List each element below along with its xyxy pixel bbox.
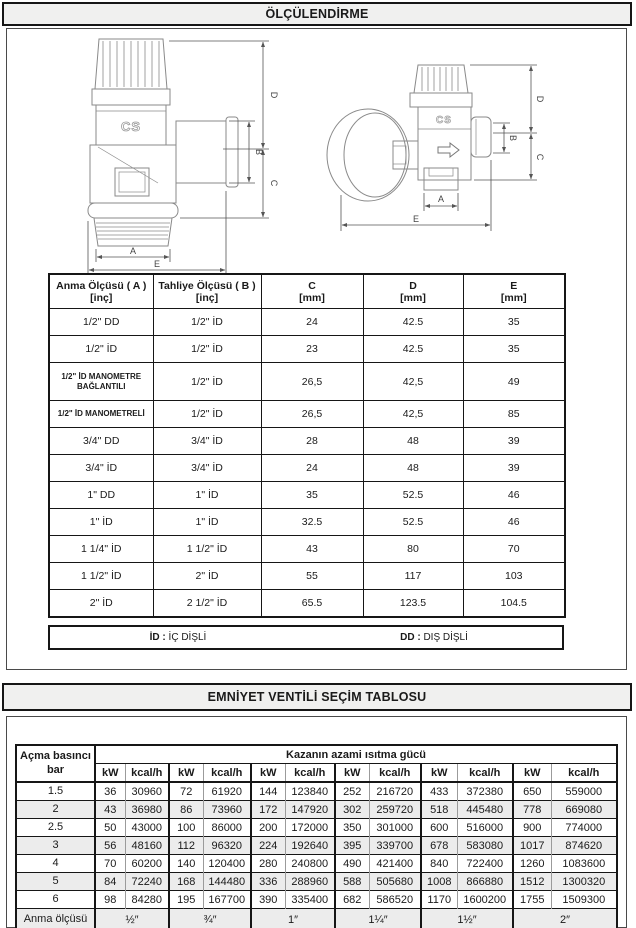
table-cell: 52.5 <box>363 482 463 509</box>
unit-header: kcal/h <box>369 764 421 783</box>
table-cell: 42,5 <box>363 401 463 428</box>
table-cell: 216720 <box>369 782 421 801</box>
table-cell: 65.5 <box>261 590 363 618</box>
table-cell: 280 <box>251 855 285 873</box>
table-cell: 1509300 <box>551 891 617 909</box>
unit-header: kcal/h <box>551 764 617 783</box>
selection-table <box>15 744 618 928</box>
table-cell: 70 <box>463 536 565 563</box>
table-cell: 372380 <box>457 782 513 801</box>
table-cell: 1/2" İD <box>153 336 261 363</box>
table-cell: 1170 <box>421 891 457 909</box>
nominal-size-cell: 1″ <box>251 909 335 928</box>
table-cell: 1" DD <box>49 482 153 509</box>
table-cell: 200 <box>251 819 285 837</box>
table-cell: 336 <box>251 873 285 891</box>
table-cell: 140 <box>169 855 203 873</box>
table-cell: 46 <box>463 482 565 509</box>
valve-drawing-side-view <box>63 33 313 278</box>
table-row <box>16 855 617 873</box>
table-cell: 49 <box>463 363 565 401</box>
legend-dd-key: DD : <box>400 632 421 643</box>
legend-dd-value: DIŞ DİŞLİ <box>423 632 468 643</box>
table-cell: 421400 <box>369 855 421 873</box>
table-cell: 168 <box>169 873 203 891</box>
table-cell: 1083600 <box>551 855 617 873</box>
unit-header: kW <box>251 764 285 783</box>
pressure-cell: 4 <box>16 855 95 873</box>
table-cell: 395 <box>335 837 369 855</box>
dim-label-d: D <box>535 95 545 103</box>
table-cell: 195 <box>169 891 203 909</box>
table-cell: 559000 <box>551 782 617 801</box>
table-cell: 42.5 <box>363 309 463 336</box>
table-cell: 24 <box>261 455 363 482</box>
table-cell: 778 <box>513 801 551 819</box>
nominal-size-cell: ¾″ <box>169 909 251 928</box>
table-cell: 84280 <box>125 891 169 909</box>
table-cell: 23 <box>261 336 363 363</box>
table-cell: 1512 <box>513 873 551 891</box>
table-row <box>49 363 565 401</box>
table-cell: 600 <box>421 819 457 837</box>
dim-label-b: B <box>508 134 518 142</box>
table-row <box>16 782 617 801</box>
table-cell: 86000 <box>203 819 251 837</box>
table-cell: 46 <box>463 509 565 536</box>
units-row <box>16 764 617 783</box>
unit-header: kW <box>513 764 551 783</box>
column-header: Tahliye Ölçüsü ( B ) [inç] <box>153 274 261 309</box>
table-row <box>16 837 617 855</box>
pressure-cell: 2 <box>16 801 95 819</box>
table-cell: 678 <box>421 837 457 855</box>
table-cell: 669080 <box>551 801 617 819</box>
table-cell: 96320 <box>203 837 251 855</box>
column-header: C [mm] <box>261 274 363 309</box>
table-cell: 35 <box>463 336 565 363</box>
dim-label-a: A <box>437 194 445 204</box>
legend-id-value: İÇ DİŞLİ <box>168 632 207 643</box>
table-cell: 840 <box>421 855 457 873</box>
table-cell: 48160 <box>125 837 169 855</box>
table-row <box>16 873 617 891</box>
dim-label-e: E <box>412 214 420 224</box>
table-cell: 172000 <box>285 819 335 837</box>
table-cell: 43 <box>261 536 363 563</box>
table-cell: 42.5 <box>363 336 463 363</box>
table-cell: 682 <box>335 891 369 909</box>
table-cell: 445480 <box>457 801 513 819</box>
nominal-size-cell: ½″ <box>95 909 169 928</box>
table-cell: 583080 <box>457 837 513 855</box>
table-cell: 86 <box>169 801 203 819</box>
table-cell: 98 <box>95 891 125 909</box>
legend-id <box>50 632 306 643</box>
table-cell: 874620 <box>551 837 617 855</box>
brand-logo: CS <box>120 119 142 134</box>
column-header: D [mm] <box>363 274 463 309</box>
legend-dd <box>306 632 562 643</box>
dim-label-a: A <box>129 246 137 256</box>
pressure-column-header: Açma basıncı bar <box>16 745 95 782</box>
table-cell: 35 <box>261 482 363 509</box>
table-cell: 588 <box>335 873 369 891</box>
nominal-size-row <box>16 909 617 928</box>
table-cell: 240800 <box>285 855 335 873</box>
nominal-size-cell: 1½″ <box>421 909 513 928</box>
table-cell: 433 <box>421 782 457 801</box>
table-cell: 117 <box>363 563 463 590</box>
table-cell: 26,5 <box>261 401 363 428</box>
unit-header: kcal/h <box>457 764 513 783</box>
table-cell: 1" İD <box>49 509 153 536</box>
table-row <box>49 509 565 536</box>
pressure-cell: 1.5 <box>16 782 95 801</box>
table-cell: 100 <box>169 819 203 837</box>
table-cell: 112 <box>169 837 203 855</box>
table-cell: 43 <box>95 801 125 819</box>
pressure-cell: 6 <box>16 891 95 909</box>
table-cell: 1300320 <box>551 873 617 891</box>
table-row <box>49 309 565 336</box>
table-cell: 26,5 <box>261 363 363 401</box>
group-header: Kazanın azami ısıtma gücü <box>95 745 617 764</box>
dim-label-e: E <box>153 259 161 269</box>
table-cell: 144 <box>251 782 285 801</box>
table-cell: 30960 <box>125 782 169 801</box>
dimension-table <box>48 273 566 618</box>
table-row <box>16 891 617 909</box>
flow-arrow-icon <box>438 143 459 157</box>
table-row <box>16 819 617 837</box>
header-row <box>49 274 565 309</box>
table-row <box>49 401 565 428</box>
table-cell: 335400 <box>285 891 335 909</box>
pressure-cell: 2.5 <box>16 819 95 837</box>
table-cell: 288960 <box>285 873 335 891</box>
table-cell: 302 <box>335 801 369 819</box>
table-cell: 516000 <box>457 819 513 837</box>
table-cell: 28 <box>261 428 363 455</box>
header-row <box>16 745 617 764</box>
table-cell: 42,5 <box>363 363 463 401</box>
table-cell: 52.5 <box>363 509 463 536</box>
table-row <box>49 428 565 455</box>
table-cell: 167700 <box>203 891 251 909</box>
table-row <box>49 455 565 482</box>
table-cell: 650 <box>513 782 551 801</box>
column-header: E [mm] <box>463 274 565 309</box>
table-row <box>49 536 565 563</box>
table-cell: 3/4" DD <box>49 428 153 455</box>
table-cell: 144480 <box>203 873 251 891</box>
table-cell: 1/2" İD MANOMETRE BAĞLANTILI <box>49 363 153 401</box>
table-cell: 518 <box>421 801 457 819</box>
table-cell: 39 <box>463 455 565 482</box>
table-cell: 774000 <box>551 819 617 837</box>
dim-label-d: D <box>269 91 279 99</box>
table-cell: 2 1/2" İD <box>153 590 261 618</box>
table-cell: 123.5 <box>363 590 463 618</box>
table-cell: 722400 <box>457 855 513 873</box>
table-cell: 80 <box>363 536 463 563</box>
table-cell: 147920 <box>285 801 335 819</box>
pressure-cell: 3 <box>16 837 95 855</box>
unit-header: kW <box>95 764 125 783</box>
unit-header: kW <box>169 764 203 783</box>
table-cell: 1600200 <box>457 891 513 909</box>
nominal-size-label: Anma ölçüsü <box>16 909 95 928</box>
table-cell: 70 <box>95 855 125 873</box>
table-cell: 104.5 <box>463 590 565 618</box>
table-cell: 350 <box>335 819 369 837</box>
table-cell: 24 <box>261 309 363 336</box>
unit-header: kW <box>335 764 369 783</box>
table-cell: 36 <box>95 782 125 801</box>
table-cell: 35 <box>463 309 565 336</box>
table-cell: 490 <box>335 855 369 873</box>
table-cell: 1 1/2" İD <box>153 536 261 563</box>
table-cell: 1017 <box>513 837 551 855</box>
legend-id-key: İD : <box>149 632 166 643</box>
table-cell: 1260 <box>513 855 551 873</box>
table-cell: 36980 <box>125 801 169 819</box>
table-cell: 1 1/4" İD <box>49 536 153 563</box>
nominal-size-cell: 2″ <box>513 909 617 928</box>
table-cell: 172 <box>251 801 285 819</box>
table-cell: 43000 <box>125 819 169 837</box>
table-cell: 900 <box>513 819 551 837</box>
table-row <box>49 336 565 363</box>
section-title-secim-tablosu: EMNİYET VENTİLİ SEÇİM TABLOSU <box>2 683 632 711</box>
table-cell: 1/2" İD <box>49 336 153 363</box>
table-cell: 1" İD <box>153 482 261 509</box>
table-cell: 2" İD <box>49 590 153 618</box>
table-cell: 192640 <box>285 837 335 855</box>
table-cell: 3/4" İD <box>153 428 261 455</box>
table-cell: 866880 <box>457 873 513 891</box>
nominal-size-cell: 1¼″ <box>335 909 421 928</box>
table-cell: 60200 <box>125 855 169 873</box>
table-cell: 3/4" İD <box>153 455 261 482</box>
table-cell: 73960 <box>203 801 251 819</box>
table-cell: 586520 <box>369 891 421 909</box>
table-cell: 301000 <box>369 819 421 837</box>
dimensioning-section <box>6 28 627 670</box>
table-row <box>49 482 565 509</box>
table-cell: 390 <box>251 891 285 909</box>
dim-label-c: C <box>269 179 279 187</box>
dim-label-c: C <box>535 153 545 161</box>
table-cell: 84 <box>95 873 125 891</box>
table-row <box>49 590 565 618</box>
dim-label-b: B <box>254 148 264 156</box>
table-cell: 259720 <box>369 801 421 819</box>
table-cell: 48 <box>363 428 463 455</box>
table-cell: 56 <box>95 837 125 855</box>
table-cell: 1 1/2" İD <box>49 563 153 590</box>
table-cell: 224 <box>251 837 285 855</box>
table-cell: 1/2" İD <box>153 363 261 401</box>
table-row <box>16 801 617 819</box>
table-cell: 2" İD <box>153 563 261 590</box>
unit-header: kcal/h <box>285 764 335 783</box>
unit-header: kW <box>421 764 457 783</box>
table-cell: 103 <box>463 563 565 590</box>
brand-logo: CS <box>436 115 452 126</box>
table-cell: 120400 <box>203 855 251 873</box>
table-cell: 252 <box>335 782 369 801</box>
column-header: Anma Ölçüsü ( A ) [inç] <box>49 274 153 309</box>
table-cell: 50 <box>95 819 125 837</box>
table-cell: 61920 <box>203 782 251 801</box>
table-cell: 339700 <box>369 837 421 855</box>
table-cell: 505680 <box>369 873 421 891</box>
table-cell: 48 <box>363 455 463 482</box>
table-row <box>49 563 565 590</box>
table-cell: 85 <box>463 401 565 428</box>
table-cell: 72240 <box>125 873 169 891</box>
table-cell: 1008 <box>421 873 457 891</box>
table-cell: 39 <box>463 428 565 455</box>
table-cell: 123840 <box>285 782 335 801</box>
pressure-cell: 5 <box>16 873 95 891</box>
table-cell: 32.5 <box>261 509 363 536</box>
table-cell: 1/2" İD MANOMETRELİ <box>49 401 153 428</box>
table-cell: 72 <box>169 782 203 801</box>
table-cell: 1/2" DD <box>49 309 153 336</box>
table-cell: 3/4" İD <box>49 455 153 482</box>
selection-section <box>6 716 627 928</box>
unit-header: kcal/h <box>125 764 169 783</box>
table-cell: 1" İD <box>153 509 261 536</box>
legend <box>48 625 564 650</box>
table-cell: 1/2" İD <box>153 309 261 336</box>
table-cell: 1755 <box>513 891 551 909</box>
valve-drawing-manometer-view <box>326 45 576 245</box>
table-cell: 55 <box>261 563 363 590</box>
section-title-olculendirme: ÖLÇÜLENDİRME <box>2 2 632 26</box>
unit-header: kcal/h <box>203 764 251 783</box>
table-cell: 1/2" İD <box>153 401 261 428</box>
